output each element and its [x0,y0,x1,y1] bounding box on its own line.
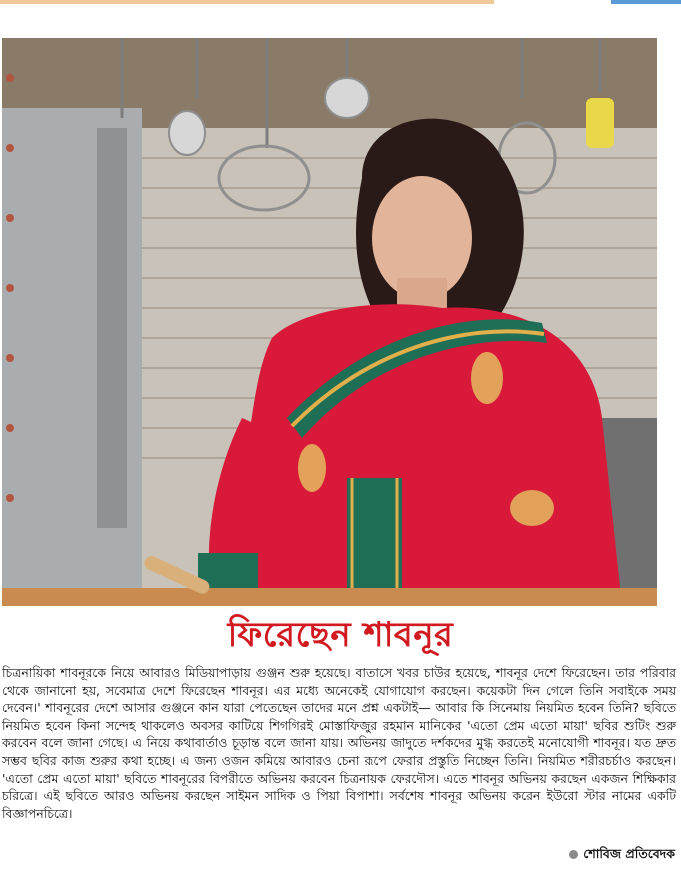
article-body [2,664,676,822]
top-color-bar-right [611,0,681,4]
article-photo [2,38,657,606]
byline-text: শোবিজ প্রতিবেদক [583,846,675,861]
byline [569,846,675,866]
photo-illustration [2,38,657,606]
article-paragraph: চিত্রনায়িকা শাবনূরকে নিয়ে আবারও মিডিয়াপাড়ায় গুঞ্জন শুরু হয়েছে। বাতাসে খবর চাউর হয়েছে, শাবনূর দেশে ফিরেছেন। তার পরিবার থেকে জানানো হয়, সবেমাত্র দেশে ফিরেছেন শাবনূর। এর মধ্যে অনেকেই যোগাযোগ করছেন। কয়েকটা দিন গেলে তিনি সবাইকে সময় দেবেন।' শাবনূরের দেশে আসার গুঞ্জনে কান যারা পেতেছেন তাদের মনে প্রশ্ন একটাই— আবার কি সিনেমায় নিয়মিত হবেন তিনি? ছবিতে নিয়মিত হবেন কিনা সন্দেহ থাকলেও অবসর কাটিয়ে শিগগিরই মোস্তাফিজুর রহমান মানিকের 'এতো প্রেম এতো মায়া' ছবির শুটিং শুরু করবেন বলে জানা গেছে। এ নিয়ে কথাবার্তাও চূড়ান্ত বলে জানা যায়। অভিনয় জাদুতে দর্শকদের মুগ্ধ করতেই মনোযোগী শাবনূর। যত দ্রুত সম্ভব ছবির কাজ শুরুর কথা হচ্ছে। এ জন্য ওজন কমিয়ে আবারও চেনা রূপে ফেরার প্রস্তুতি নিচ্ছেন তিনি। নিয়মিত শরীরচর্চাও করছেন। 'এতো প্রেম এতো মায়া' ছবিতে শাবনূরের বিপরীতে অভিনয় করবেন চিত্রনায়ক ফেরদৌস। এতে শাবনূর অভিনয় করছেন একজন শিক্ষিকার চরিত্রে। এই ছবিতে আরও অভিনয় করছেন সাইমন সাদিক ও পিয়া বিপাশা। সর্বশেষ শাবনূর অভিনয় করেন ইউরো স্টার নামের একটি বিজ্ঞাপনচিত্রে। [2,665,676,821]
bullet-icon [569,850,578,859]
article-headline: ফিরেছেন শাবনূর [227,615,454,655]
top-color-bar-left [0,0,494,4]
